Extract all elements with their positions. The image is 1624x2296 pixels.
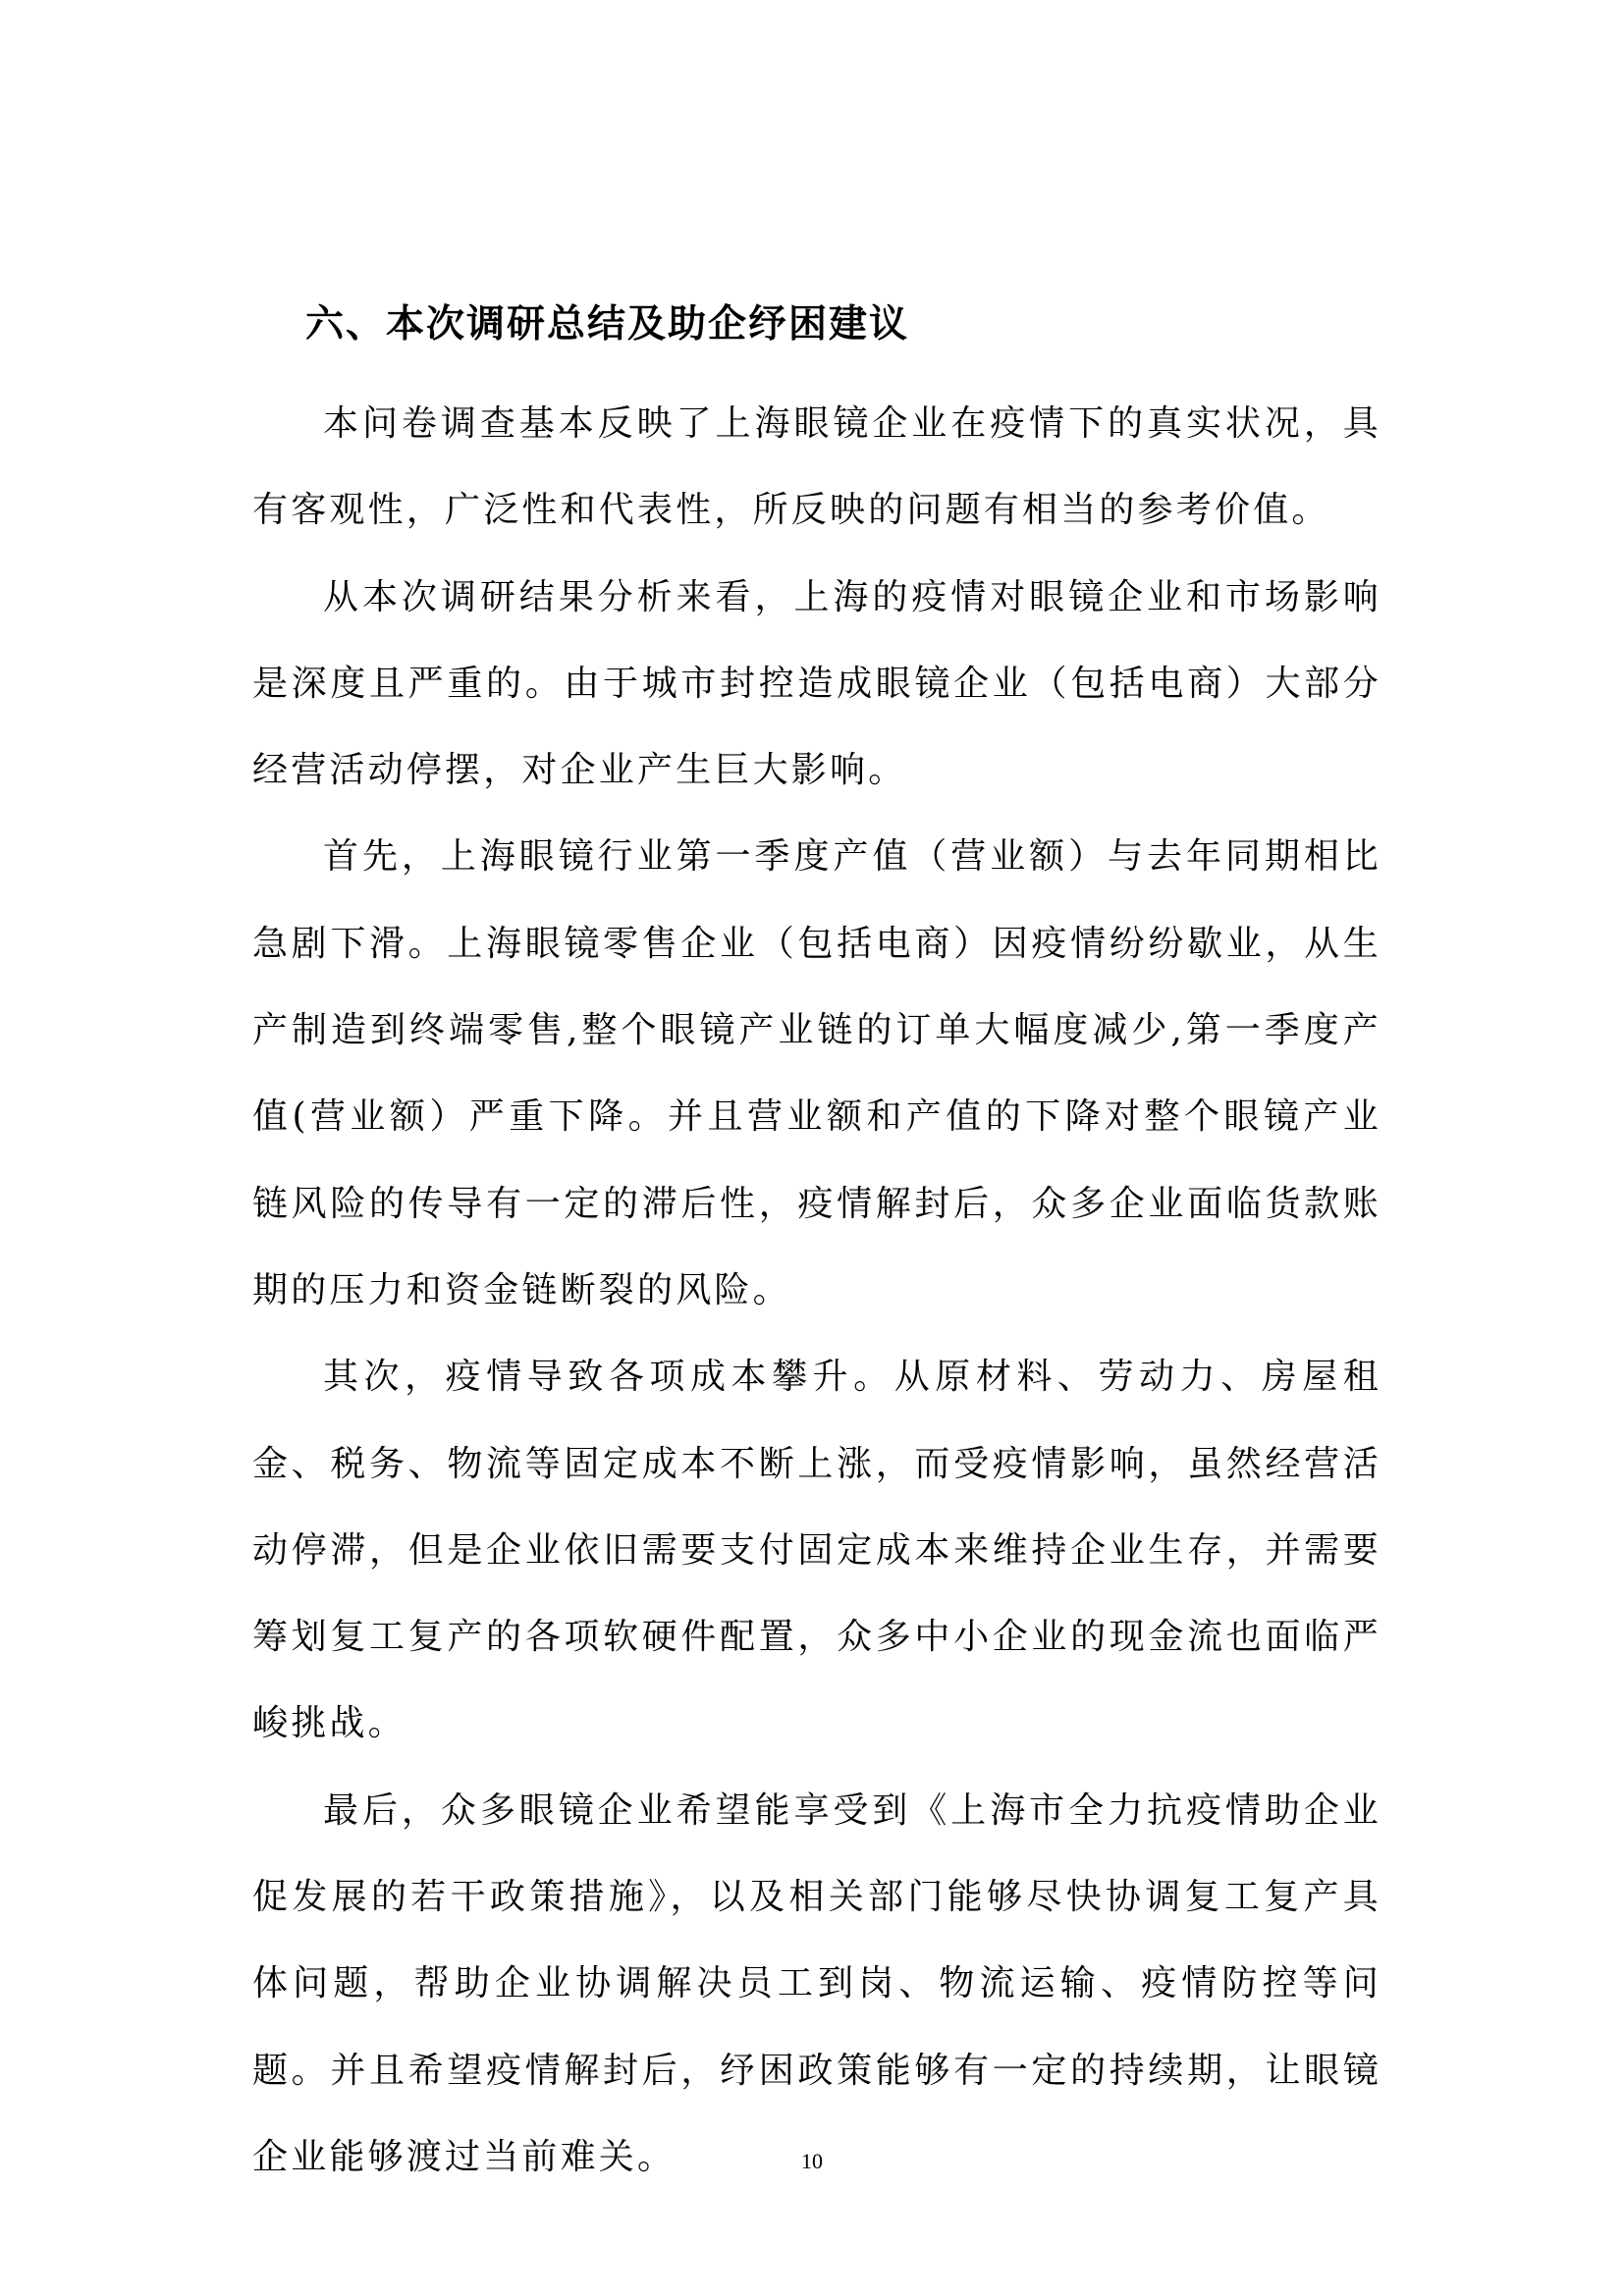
paragraph-last: 最后，众多眼镜企业希望能享受到《上海市全力抗疫情助企业促发展的若干政策措施》，以及相关部门能够尽快协调复工复产具体问题，帮助企业协调解决员工到岗、物流运输、疫情防控等问题。并且希望疫情解封后，纾困政策能够有一定的持续期，让眼镜企业能够渡过当前难关。 [252, 1789, 1381, 2177]
page-number: 10 [801, 2149, 823, 2173]
paragraph-intro: 本问卷调查基本反映了上海眼镜企业在疫情下的真实状况，具有客观性，广泛性和代表性，所反映的问题有相当的参考价值。 [252, 403, 1381, 531]
page-content [252, 294, 1381, 2201]
paragraph-analysis: 从本次调研结果分析来看，上海的疫情对眼镜企业和市场影响是深度且严重的。由于城市封控造成眼镜企业（包括电商）大部分经营活动停摆，对企业产生巨大影响。 [252, 576, 1381, 791]
section-heading: 六、本次调研总结及助企纾困建议 [305, 301, 910, 347]
paragraph-second: 其次，疫情导致各项成本攀升。从原材料、劳动力、房屋租金、税务、物流等固定成本不断上涨，而受疫情影响，虽然经营活动停滞，但是企业依旧需要支付固定成本来维持企业生存，并需要筹划复工复产的各项软硬件配置，众多中小企业的现金流也面临严峻挑战。 [252, 1357, 1381, 1744]
paragraph-first: 首先，上海眼镜行业第一季度产值（营业额）与去年同期相比急剧下滑。上海眼镜零售企业（包括电商）因疫情纷纷歇业，从生产制造到终端零售,整个眼镜产业链的订单大幅度减少,第一季度产值(营业额）严重下降。并且营业额和产值的下降对整个眼镜产业链风险的传导有一定的滞后性，疫情解封后，众多企业面临货款账期的压力和资金链断裂的风险。 [252, 836, 1381, 1310]
